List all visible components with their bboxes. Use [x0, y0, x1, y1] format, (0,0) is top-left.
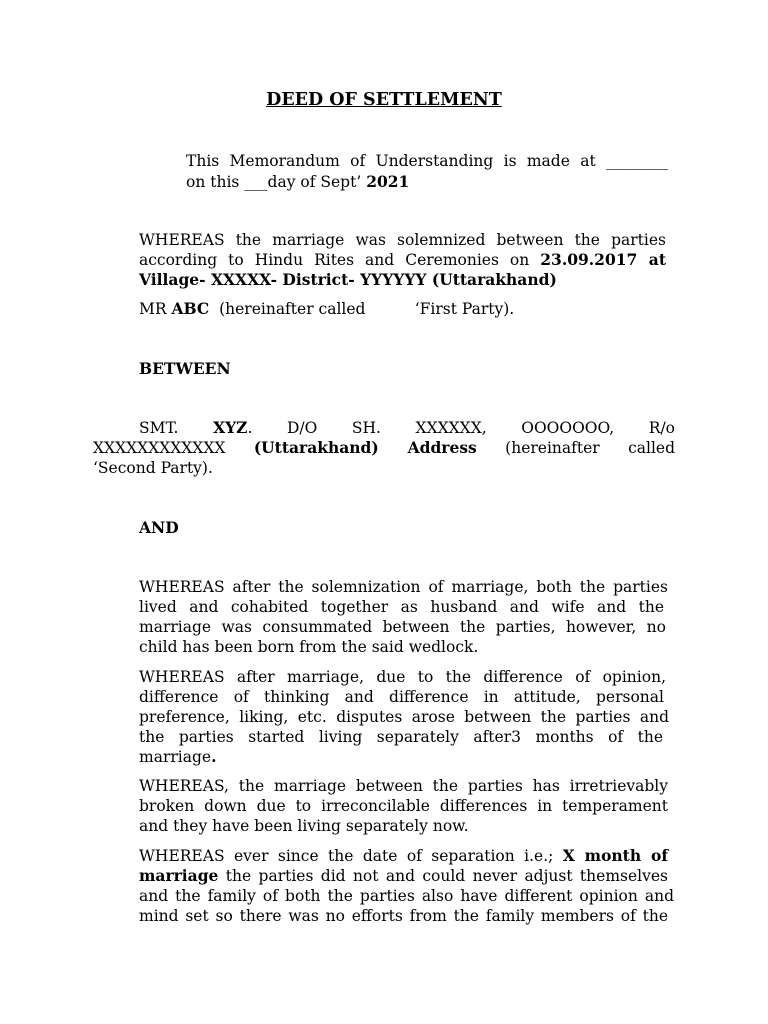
second-party-line-2: XXXXXXXXXXXX (Uttarakhand) Address (hereinafter called [93, 438, 676, 457]
intro-line-1: This Memorandum of Understanding is made at ________ [186, 152, 668, 170]
para1-line-1: WHEREAS after the solemnization of marriage, both the parties [139, 578, 668, 596]
intro-line-2: on this ___day of Sept’ 2021 [186, 172, 410, 191]
para2-line-3: preference, liking, etc. disputes arose between the parties and [139, 708, 669, 726]
para1-line-3: marriage was consummated between the parties, however, no [139, 618, 666, 636]
para2-line-1: WHEREAS after marriage, due to the difference of opinion, [139, 668, 666, 686]
para3-line-1: WHEREAS, the marriage between the parties has irretrievably [139, 777, 668, 795]
and-heading: AND [139, 518, 179, 537]
second-party-line-3: ‘Second Party). [93, 459, 213, 477]
first-party-line: MR ABC (hereinafter called ‘First Party). [139, 299, 515, 318]
whereas-marriage-line-2: according to Hindu Rites and Ceremonies on 23.09.2017 at [139, 250, 666, 269]
para1-line-4: child has been born from the said wedlock. [139, 638, 479, 656]
para4-line-4: mind set so there was no efforts from the family members of the [139, 907, 668, 925]
whereas-marriage-line-3: Village- XXXXX- District- YYYYYY (Uttarakhand) [139, 270, 557, 289]
para3-line-2: broken down due to irreconcilable differences in temperament [139, 797, 668, 815]
between-heading: BETWEEN [139, 359, 231, 378]
second-party-line-1: SMT. XYZ. D/O SH. XXXXXX, OOOOOOO, R/o [139, 418, 676, 437]
para4-line-1: WHEREAS ever since the date of separation i.e.; X month of [139, 846, 668, 865]
para2-line-2: difference of thinking and difference in attitude, personal [139, 688, 664, 706]
para2-line-4: the parties started living separately after3 months of the [139, 728, 663, 746]
document-title: DEED OF SETTLEMENT [266, 90, 502, 110]
para2-line-5: marriage. [139, 747, 217, 766]
para4-line-3: and the family of both the parties also have different opinion and [139, 887, 674, 905]
para3-line-3: and they have been living separately now. [139, 817, 469, 835]
whereas-marriage-line-1: WHEREAS the marriage was solemnized between the parties [139, 231, 666, 249]
para1-line-2: lived and cohabited together as husband and wife and the [139, 598, 664, 616]
para4-line-2: marriage the parties did not and could never adjust themselves [139, 866, 668, 885]
